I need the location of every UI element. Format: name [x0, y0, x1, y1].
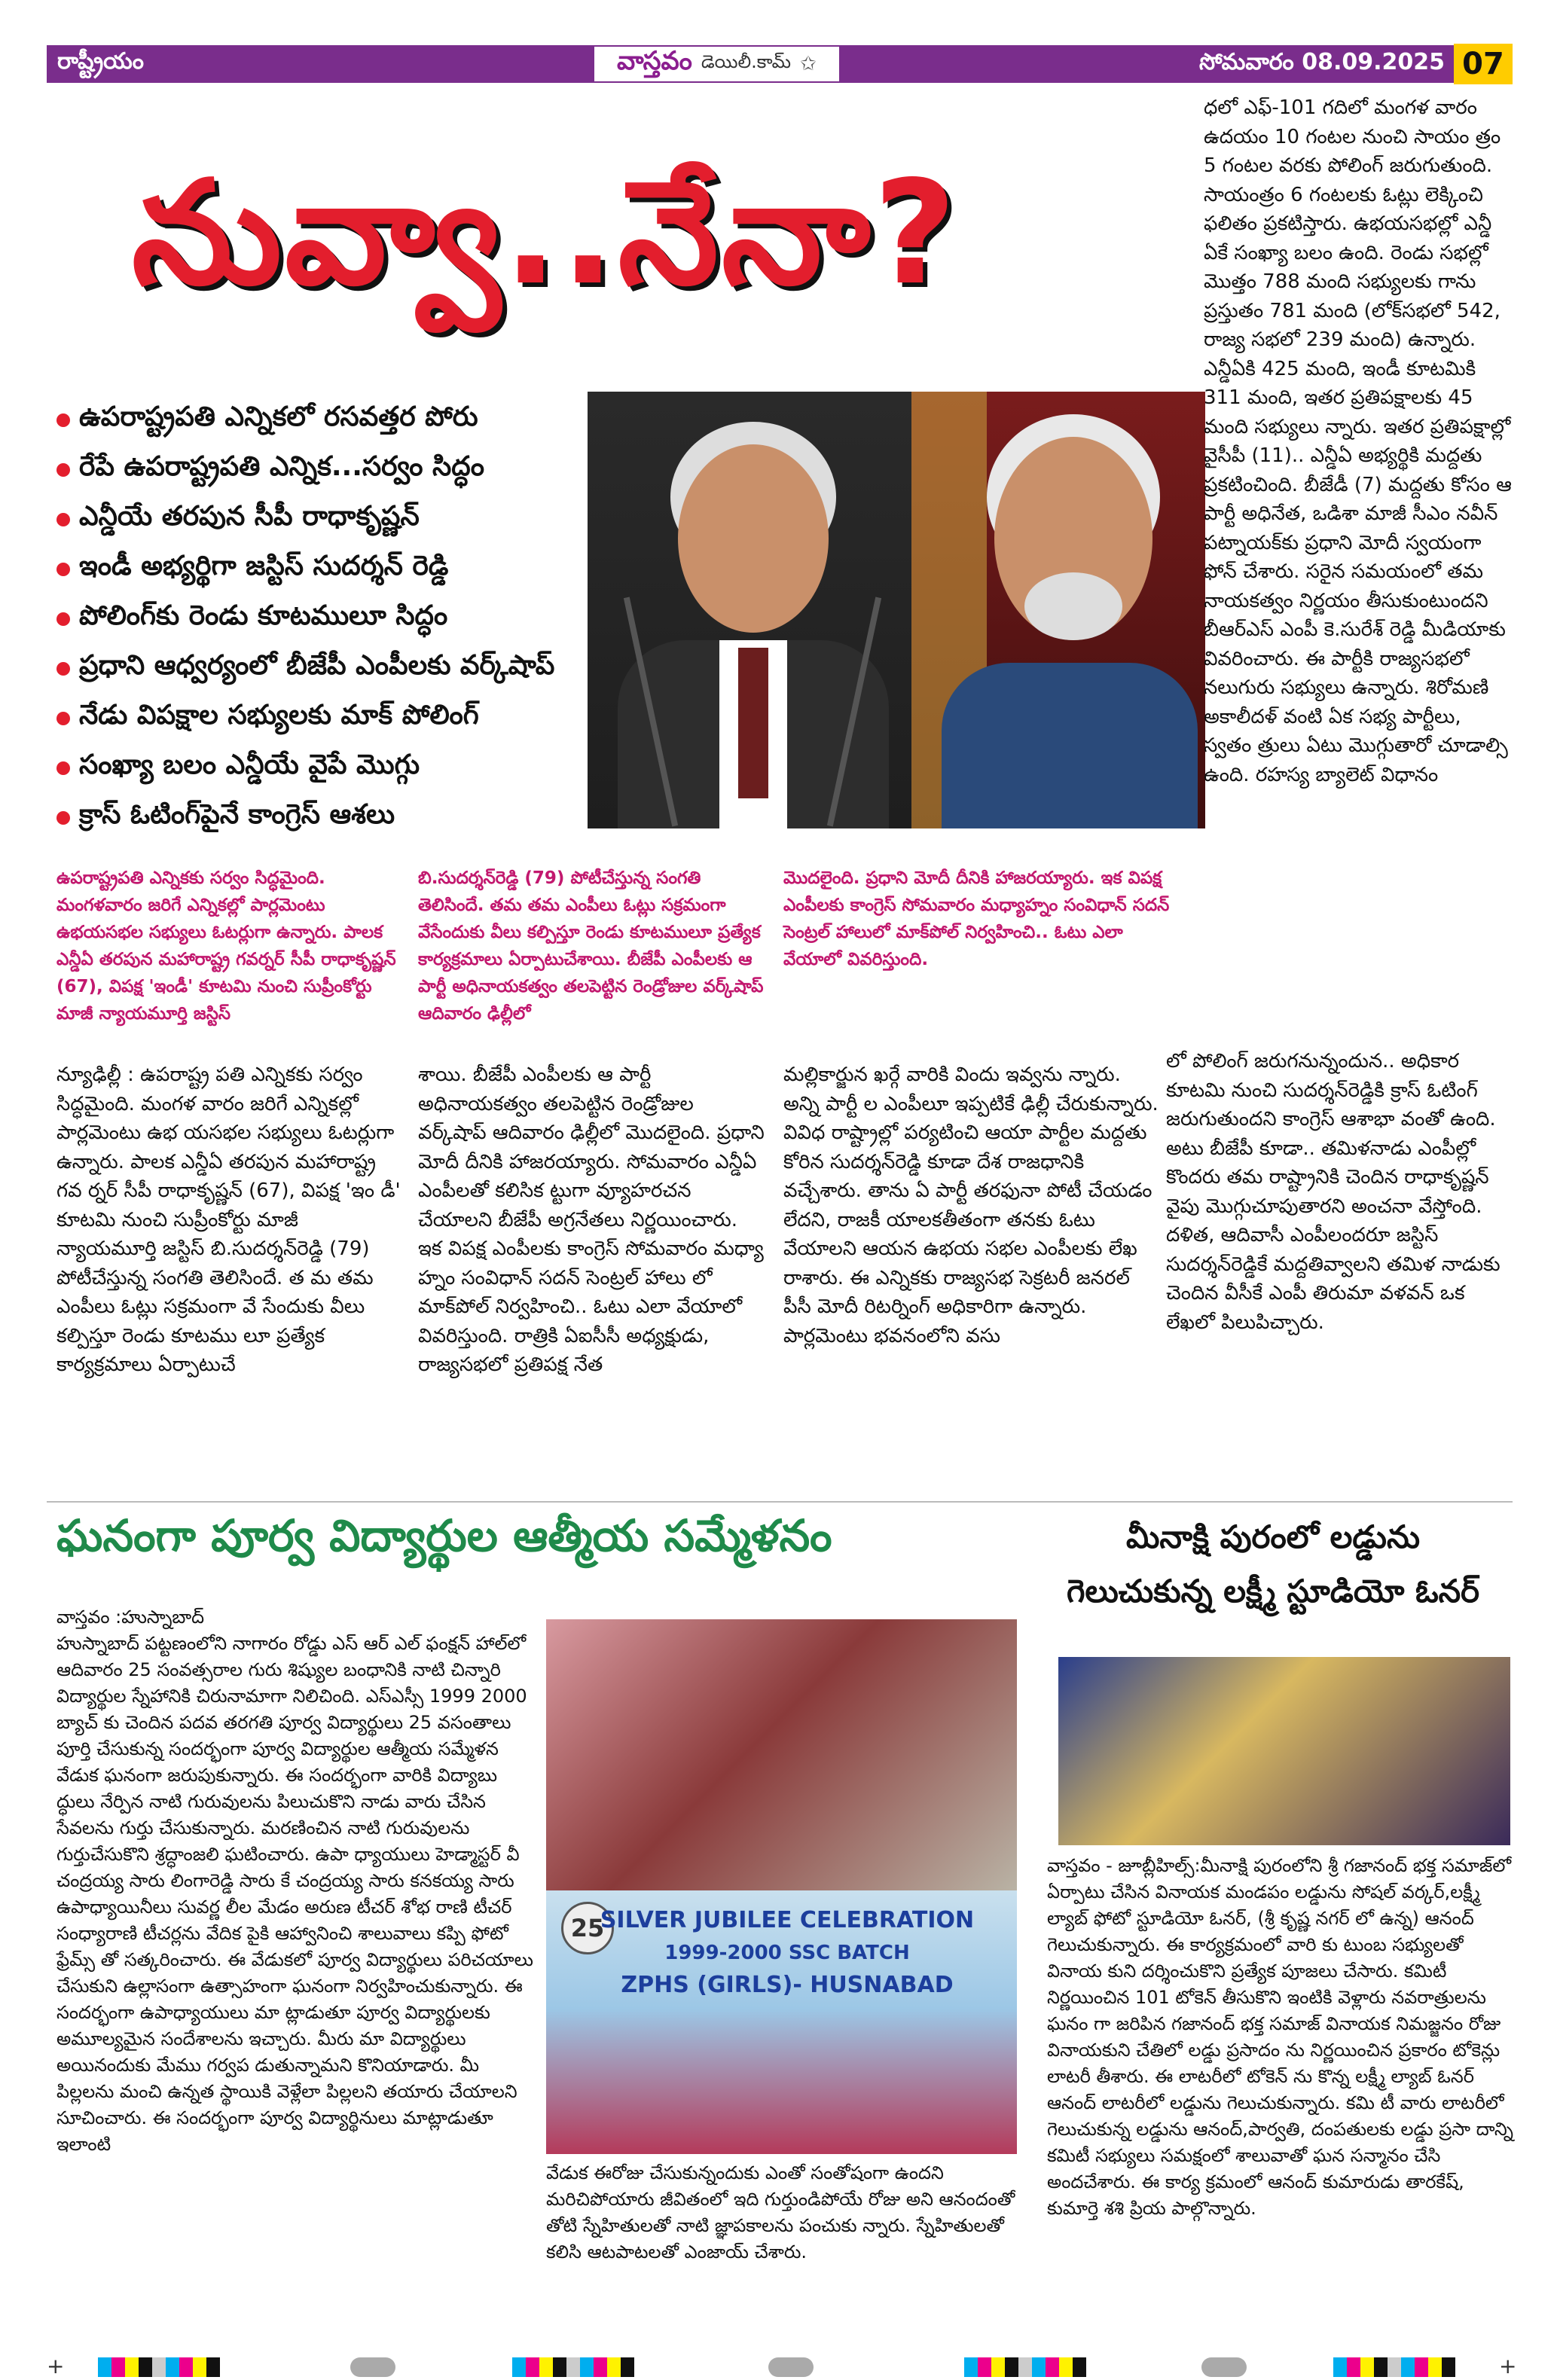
masthead	[593, 45, 841, 83]
page-header-bar	[47, 45, 1513, 83]
body-column-2: శాయి. బీజేపీ ఎంపీలకు ఆ పార్టీ అధినాయకత్వం తలపెట్టిన రెండ్రోజుల వర్క్‌షాప్ ఆదివారం ఢిల్లీలో మొదలైంది. ప్రధాని మోదీ దీనికి హాజరయ్యారు. సోమవారం ఎన్డీఏ ఎంపీలతో కలిసిక ట్టుగా వ్యూహరచన చేయాలని బీజేపీ అగ్రనేతలు నిర్ణయించారు. ఇక విపక్ష ఎంపీలకు కాంగ్రెస్ సోమవారం మధ్యా హ్నం సంవిధాన్ సదన్ సెంట్రల్ హాలు లో మాక్‌పోల్ నిర్వహించి.. ఓటు ఎలా వేయాలో వివరిస్తుంది. రాత్రికి ఏఐసీసీ అధ్యక్షుడు, రాజ్యసభలో ప్రతిపక్ష నేత	[418, 1063, 765, 1376]
bullet-dot-icon	[56, 463, 70, 477]
bullet-dot-icon	[56, 761, 70, 775]
bullet-item: క్రాస్ ఓటింగ్‌పైనే కాంగ్రెస్ ఆశలు	[56, 793, 599, 843]
bird-icon: ✩	[800, 53, 817, 75]
print-mark	[768, 2357, 814, 2377]
photo-shape	[1024, 572, 1122, 640]
color-bar	[98, 2357, 220, 2377]
bullet-item: నేడు విపక్షాల సభ్యులకు మాక్ పోలింగ్	[56, 694, 599, 743]
bullet-item: పోలింగ్‌కు రెండు కూటములూ సిద్ధం	[56, 594, 599, 644]
laddu-headline: మీనాక్షి పురంలో లడ్డును గెలుచుకున్న లక్ష్మీ స్టూడియో ఓనర్	[1066, 1518, 1480, 1610]
bullet-dot-icon	[56, 563, 70, 576]
masthead-title: వాస్తవం	[617, 46, 692, 76]
color-bar	[512, 2357, 634, 2377]
bullet-list	[56, 395, 599, 843]
banner-line-3: ZPHS (GIRLS)- HUSNABAD	[621, 1972, 954, 1998]
candidate-photo-left	[588, 392, 911, 828]
section-label: రాష్ట్రీయం	[57, 48, 144, 75]
masthead-subtitle: డెయిలీ.కామ్	[701, 51, 792, 72]
alumni-text: హుస్నాబాద్ పట్టణంలోని నాగారం రోడ్డు ఎస్ ఆర్ ఎల్ ఫంక్షన్ హాల్‌లో ఆదివారం 25 సంవత్సరాల గురు శిష్యుల బంధానికి నాటి చిన్నారి విద్యార్థుల స్నేహానికి చిరునామాగా నిలిచింది. ఎస్ఎస్సీ 1999 2000 బ్యాచ్ కు చెందిన పదవ తరగతి పూర్వ విద్యార్థులు 25 వసంతాలు పూర్తి చేసుకున్న సందర్భంగా పూర్వ విద్యార్థుల ఆత్మీయ సమ్మేళన వేడుక ఘనంగా జరుపుకున్నారు. ఈ సందర్భంగా వారికి విద్యాబు ద్ధులు నేర్పిన నాటి గురువులను పిలుచుకొని నాడు వారు చేసిన సేవలను గుర్తు చేసుకున్నారు. మరణించిన నాటి గురువులను గుర్తుచేసుకొని శ్రద్ధాంజలి ఘటించారు. ఉపా ధ్యాయులు హెడ్మాస్టర్ వీ చంద్రయ్య సారు లింగారెడ్డి సారు కే చంద్రయ్య సారు కనకయ్య సారు ఉపాధ్యాయినీలు సువర్ణ లీల మేడం అరుణ టీచర్ శోభ రాణి టీచర్ సంధ్యారాణి టీచర్లను వేదిక పైకి ఆహ్వానించి శాలువాలు కప్పి ఫోటో ఫ్రేమ్స్ తో సత్కరించారు. ఈ వేడుకలో పూర్వ విద్యార్థులు పరిచయాలు చేసుకుని ఉల్లాసంగా ఉత్సాహంగా ఘనంగా నిర్వహించుకున్నారు. ఈ సందర్భంగా ఉపాధ్యాయులు మా ట్లాడుతూ పూర్వ విద్యార్థులకు అమూల్యమైన సందేశాలను ఇచ్చారు. మీరు మా విద్యార్థులు అయినందుకు మేము గర్వప డుతున్నామని కొనియాడారు. మీ పిల్లలను మంచి ఉన్నత స్థాయికి వెళ్లేలా పిల్లలని తయారు చేయాలని సూచించారు. ఈ సందర్భంగా పూర్వ విద్యార్థినులు మాట్లాడుతూ ఇలాంటి	[56, 1633, 533, 2155]
bullet-dot-icon	[56, 513, 70, 526]
alumni-dateline: వాస్తవం :హుస్నాబాద్	[56, 1606, 205, 1628]
alumni-photo-group	[546, 1890, 1017, 2154]
section-divider	[47, 1501, 1513, 1503]
bullet-dot-icon	[56, 811, 70, 825]
main-headline: నువ్వా..నేనా?	[132, 150, 960, 316]
intro-column-1: ఉపరాష్ట్రపతి ఎన్నికకు సర్వం సిద్ధమైంది. మంగళవారం జరిగే ఎన్నికల్లో పార్లమెంటు ఉభయసభల సభ్యులు ఓటర్లుగా ఉన్నారు. పాలక ఎన్డీఏ తరపున మహారాష్ట్ర గవర్నర్ సీపీ రాధాకృష్ణన్ (67), విపక్ష 'ఇండీ' కూటమి నుంచి సుప్రీంకోర్టు మాజీ న్యాయమూర్తి జస్టిస్	[56, 868, 396, 1024]
intro-column-3: మొదలైంది. ప్రధాని మోదీ దీనికి హాజరయ్యారు. ఇక విపక్ష ఎంపీలకు కాంగ్రెస్ సోమవారం మధ్యాహ్నం సంవిధాన్ సదన్ సెంట్రల్ హాలులో మాక్‌పోల్ నిర్వహించి.. ఓటు ఎలా వేయాలో వివరిస్తుంది.	[783, 868, 1170, 969]
body-column-1: న్యూఢిల్లీ : ఉపరాష్ట్ర పతి ఎన్నికకు సర్వం సిద్ధమైంది. మంగళ వారం జరిగే ఎన్నికల్లో పార్లమెంటు ఉభ యసభల సభ్యులు ఓటర్లుగా ఉన్నారు. పాలక ఎన్డీఏ తరపున మహారాష్ట్ర గవ ర్నర్ సీపీ రాధాకృష్ణన్ (67), విపక్ష 'ఇం డీ' కూటమి నుంచి సుప్రీంకోర్టు మాజీ న్యాయమూర్తి జస్టిస్ బి.సుదర్శన్‌రెడ్డి (79) పోటీచేస్తున్న సంగతి తెలిసిందే. త మ తమ ఎంపీలు ఓట్లు సక్రమంగా వే సేందుకు వీలు కల్పిస్తూ రెండు కూటము లూ ప్రత్యేక కార్యక్రమాలు ఏర్పాటుచే	[56, 1063, 401, 1376]
intro-column-2: బి.సుదర్శన్‌రెడ్డి (79) పోటీచేస్తున్న సంగతి తెలిసిందే. తమ తమ ఎంపీలు ఓట్లు సక్రమంగా వేసేందుకు వీలు కల్పిస్తూ రెండు కూటములూ ప్రత్యేక కార్యక్రమాలు ఏర్పాటుచేశాయి. బీజేపీ ఎంపీలకు ఆ పార్టీ అధినాయకత్వం తలపెట్టిన రెండ్రోజుల వర్క్‌షాప్ ఆదివారం ఢిల్లీలో	[418, 868, 764, 1024]
bullet-item: ఉపరాష్ట్రపతి ఎన్నికలో రసవత్తర పోరు	[56, 395, 599, 445]
registration-mark-icon: +	[1499, 2354, 1517, 2378]
bullet-item: ఎన్డీయే తరపున సీపీ రాధాకృష్ణన్	[56, 495, 599, 545]
page-number: 07	[1454, 44, 1513, 84]
color-bar	[1333, 2357, 1455, 2377]
bullet-dot-icon	[56, 413, 70, 427]
banner-line-1: SILVER JUBILEE CELEBRATION	[600, 1907, 975, 1933]
article-right-column: ధలో ఎఫ్-101 గదిలో మంగళ వారం ఉదయం 10 గంటల నుంచి సాయం త్రం 5 గంటల వరకు పోలింగ్ జరుగుతుంది. సాయంత్రం 6 గంటలకు ఓట్లు లెక్కించి ఫలితం ప్రకటిస్తారు. ఉభయసభల్లో ఎన్డీ ఏకే సంఖ్యా బలం ఉంది. రెండు సభల్లో మొత్తం 788 మంది సభ్యులకు గాను ప్రస్తుతం 781 మంది (లోక్‌సభలో 542, రాజ్య సభలో 239 మంది) ఉన్నారు. ఎన్డీఏకి 425 మంది, ఇండీ కూటమికి 311 మంది, ఇతర ప్రతిపక్షాలకు 45 మంది సభ్యులు న్నారు. ఇతర ప్రతిపక్షాల్లో వైసీపీ (11).. ఎన్డీఏ అభ్యర్థికి మద్దతు ప్రకటించింది. బీజేడీ (7) మద్దతు కోసం ఆ పార్టీ అధినేత, ఒడిశా మాజీ సీఎం నవీన్ పట్నాయక్‌కు ప్రధాని మోదీ స్వయంగా ఫోన్ చేశారు. సరైన సమయంలో తమ నాయకత్వం నిర్ణయం తీసుకుంటుందని బీఆర్ఎస్ ఎంపీ కె.సురేశ్ రెడ్డి మీడియాకు వివరించారు. ఈ పార్టీకి రాజ్యసభలో నలుగురు సభ్యులు ఉన్నారు. శిరోమణి అకాలీదళ్ వంటి ఏక సభ్య పార్టీలు, స్వతం త్రులు ఏటు మొగ్గుతారో చూడాల్సి ఉంది. రహస్య బ్యాలెట్ విధానం	[1204, 96, 1512, 786]
photo-shape	[678, 444, 829, 633]
banner-line-2: 1999-2000 SSC BATCH	[664, 1942, 910, 1964]
issue-date: సోమవారం 08.09.2025	[1198, 49, 1445, 75]
alumni-headline: ఘనంగా పూర్వ విద్యార్థుల ఆత్మీయ సమ్మేళనం	[56, 1510, 832, 1561]
bullet-item: సంఖ్యా బలం ఎన్డీయే వైపే మొగ్గు	[56, 743, 599, 793]
bullet-dot-icon	[56, 612, 70, 626]
laddu-article: వాస్తవం - జూబ్లీహిల్స్:మీనాక్షి పురంలోని శ్రీ గజానంద్ భక్త సమాజ్‌లో ఏర్పాటు చేసిన వినాయక మండపం లడ్డును సోషల్ వర్కర్,లక్ష్మీ ల్యాబ్ ఫోటో స్టూడియో ఓనర్, (శ్రీ కృష్ణ నగర్ లో ఉన్న) ఆనంద్ గెలుచుకున్నారు. ఈ కార్యక్రమంలో వారి కు టుంబ సభ్యులతో వినాయ కుని దర్శించుకొని ప్రత్యేక పూజలు చేసారు. కమిటీ నిర్ణయించిన 101 టోకెన్ తీసుకొని ఇంటికి వెళ్లారు నవరాత్రులను ఘనం గా జరిపిన గజానంద్ భక్త సమాజ్ వినాయక నిమజ్జనం రోజు వినాయకుని చేతిలో లడ్డు ప్రసాదం ను నిర్ణయించిన ప్రకారం టోకెన్లు లాటరీ తీశారు. ఈ లాటరీలో టోకెన్ ను కొన్న లక్ష్మీ ల్యాబ్ ఓనర్ ఆనంద్ లాటరీలో లడ్డును గెలుచుకున్నారు. కమి టీ వారు లాటరీలో గెలుచుకున్న లడ్డును ఆనంద్,పార్వతి, దంపతులకు లడ్డు ప్రసా దాన్ని కమిటీ సభ్యులు సమక్షంలో శాలువాతో ఘన సన్మానం చేసి అందచేశారు. ఈ కార్య క్రమంలో ఆనంద్ కుమారుడు తారకేష్, కుమార్తె శశి ప్రియ పాల్గొన్నారు.	[1047, 1855, 1513, 2219]
bullet-dot-icon	[56, 662, 70, 676]
article-right-column-continued: లో పోలింగ్ జరుగనున్నందున.. అధికార కూటమి నుంచి సుదర్శన్‌రెడ్డికి క్రాస్ ఓటింగ్ జరుగుతుందని కాంగ్రెస్ ఆశాభా వంతో ఉంది. అటు బీజేపీ కూడా.. తమిళనాడు ఎంపీల్లో కొందరు తమ రాష్ట్రానికి చెందిన రాధాకృష్ణన్ వైపు మొగ్గుచూపుతారని అంచనా వేస్తోంది. దళిత, ఆదివాసీ ఎంపీలందరూ జస్టిస్ సుదర్శన్‌రెడ్డికే మద్దతివ్వాలని తమిళ నాడుకు చెందిన వీసీకే ఎంపీ తిరుమా వళవన్ ఒక లేఖలో పిలుపిచ్చారు.	[1166, 1050, 1501, 1334]
candidate-photo-right	[911, 392, 1205, 828]
alumni-photo-stage	[546, 1619, 1017, 1890]
color-bar	[964, 2357, 1086, 2377]
print-mark	[350, 2357, 395, 2377]
photo-shape	[738, 648, 768, 798]
body-column-3: మల్లికార్జున ఖర్గే వారికి విందు ఇవ్వను న్నారు. అన్ని పార్టీ ల ఎంపీలూ ఇప్పటికే ఢిల్లీ చేరుకున్నారు. వివిధ రాష్ట్రాల్లో పర్యటించి ఆయా పార్టీల మద్దతు కోరిన సుదర్శన్‌రెడ్డి కూడా దేశ రాజధానికి వచ్చేశారు. తాను ఏ పార్టీ తరఫునా పోటీ చేయడం లేదని, రాజకీ యాలకతీతంగా తనకు ఓటు వేయాలని ఆయన ఉభయ సభల ఎంపీలకు లేఖ రాశారు. ఈ ఎన్నికకు రాజ్యసభ సెక్రటరీ జనరల్ పీసీ మోదీ రిటర్నింగ్ అధికారిగా ఉన్నారు. పార్లమెంటు భవనంలోని వసు	[783, 1063, 1159, 1347]
registration-mark-icon: +	[47, 2354, 65, 2378]
alumni-article	[56, 1604, 539, 2158]
laddu-photo	[1058, 1657, 1510, 1845]
silver-jubilee-logo: 25	[561, 1902, 614, 1954]
alumni-caption: వేడుక ఈరోజు చేసుకున్నందుకు ఎంతో సంతోషంగా ఉందని మరిచిపోయారు జీవితంలో ఇది గుర్తుండిపోయే రోజు అని ఆనందంతో తోటి స్నేహితులతో నాటి జ్ఞాపకాలను పంచుకు న్నారు. స్నేహితులతో కలిసి ఆటపాటలతో ఎంజాయ్ చేశారు.	[546, 2162, 1015, 2263]
bullet-dot-icon	[56, 712, 70, 725]
bullet-item: రేపే ఉపరాష్ట్రపతి ఎన్నిక...సర్వం సిద్ధం	[56, 445, 599, 495]
bullet-item: ఇండీ అభ్యర్థిగా జస్టిస్ సుదర్శన్ రెడ్డి	[56, 545, 599, 594]
bullet-item: ప్రధాని ఆధ్వర్యంలో బీజేపీ ఎంపీలకు వర్క్‌షాప్	[56, 644, 599, 694]
print-mark	[1201, 2357, 1247, 2377]
photo-shape	[942, 663, 1198, 828]
